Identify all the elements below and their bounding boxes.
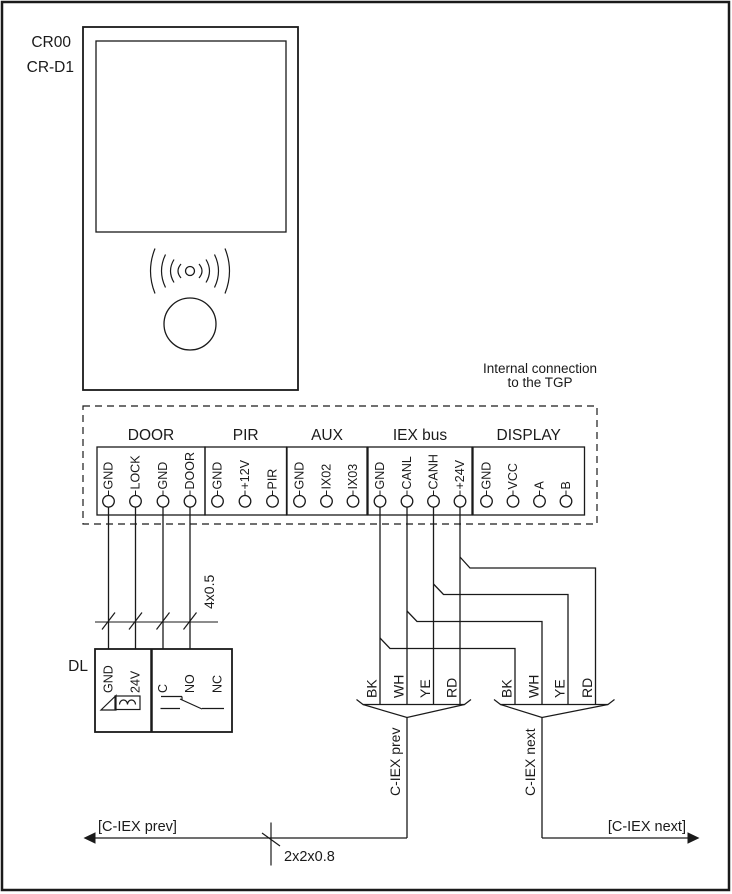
terminal-label: LOCK [128, 455, 143, 490]
card-reader [27, 27, 298, 390]
wire-color-label: YE [551, 679, 568, 698]
reader-lens [164, 298, 216, 350]
terminal-circle [481, 496, 493, 508]
wire-color-label: WH [390, 674, 407, 698]
dl-terminal-label: GND [101, 665, 116, 693]
group-label-iex-bus: IEX bus [392, 427, 448, 444]
terminal-label: GND [210, 461, 225, 490]
dl-terminal-label: 24V [128, 670, 143, 693]
terminal-label: +24V [453, 459, 467, 490]
antenna-arc [171, 260, 175, 283]
lock-wedge [101, 696, 116, 711]
rfid-antenna-icon [151, 249, 230, 294]
terminal-label: GND [101, 461, 116, 490]
funnel-sides [363, 705, 465, 718]
group-label-door: DOOR [127, 427, 175, 444]
c-iex-bus [84, 819, 700, 866]
terminal-circle [103, 496, 115, 508]
iex-bus-wiring [357, 507, 615, 838]
terminal-circle [560, 496, 572, 508]
terminal-block [83, 406, 597, 524]
wire-color-label: BK [363, 679, 380, 698]
lock-coil-icon [101, 696, 140, 711]
arrow-left-icon [84, 832, 96, 843]
door-lock-wiring [95, 507, 218, 649]
terminal-circle [130, 496, 142, 508]
terminal-label: CANH [426, 454, 441, 490]
arrow-right-icon [688, 832, 700, 843]
terminal-label: VCC [506, 463, 520, 490]
terminal-label: GND [479, 461, 494, 490]
antenna-arc [225, 249, 230, 294]
terminal-label: +12V [238, 459, 252, 490]
terminal-circle [294, 496, 306, 508]
terminal-label: PIR [265, 468, 280, 490]
terminal-circle [374, 496, 386, 508]
terminal-circle [534, 496, 546, 508]
bus-label-next: [C-IEX next] [607, 819, 686, 835]
antenna-arc [206, 260, 210, 283]
bundle-name-prev: C-IEX prev [387, 727, 403, 796]
terminal-circle [157, 496, 169, 508]
group-label-display: DISPLAY [496, 427, 561, 444]
note-line2: to the TGP [507, 375, 573, 390]
cable-funnel-prev [357, 700, 472, 839]
antenna-center-dot [186, 267, 195, 276]
device-type-label: CR-D1 [26, 59, 74, 76]
wire-color-label: RD [579, 677, 595, 698]
terminal-circle [454, 496, 466, 508]
device-model-label: CR00 [31, 34, 71, 51]
group-label-aux: AUX [311, 427, 343, 444]
terminal-circle [212, 496, 224, 508]
wire-color-label: RD [443, 677, 460, 698]
bundle-name-next: C-IEX next [522, 728, 538, 796]
cable-funnel-next [494, 700, 615, 839]
dl-terminal-label: C [156, 683, 170, 693]
terminal-label: B [559, 481, 573, 490]
funnel-top [357, 700, 472, 705]
contact-arm [180, 699, 202, 709]
antenna-arc [151, 249, 156, 294]
terminal-circle [347, 496, 359, 508]
terminal-circle [507, 496, 519, 508]
relay-contact-icon [161, 697, 225, 710]
coil-winding [120, 700, 136, 705]
antenna-arc [178, 264, 181, 278]
internal-connection-note [483, 361, 597, 390]
terminal-circle [321, 496, 333, 508]
door-lock-block [68, 649, 232, 732]
funnel-sides [501, 705, 609, 718]
terminal-label: A [532, 481, 547, 490]
wire-color-label: WH [525, 674, 542, 698]
terminal-label: CANL [400, 456, 414, 490]
antenna-arc [162, 255, 166, 288]
terminal-label: GND [156, 461, 170, 490]
terminal-circle [267, 496, 279, 508]
terminal-label: DOOR [183, 452, 197, 490]
terminal-label: GND [373, 461, 387, 490]
terminal-label: IX02 [319, 463, 334, 490]
device-screen [96, 41, 286, 232]
door-lock-label: DL [68, 658, 88, 675]
wire-color-label: YE [417, 679, 433, 698]
terminal-label: GND [292, 461, 307, 490]
door-cable-label: 4x0.5 [201, 574, 217, 609]
dl-terminal-label: NO [183, 674, 197, 693]
device-outline [83, 27, 298, 390]
terminal-circle [184, 496, 196, 508]
funnel-top [494, 700, 615, 705]
terminal-label: IX03 [346, 463, 360, 490]
terminal-circle [401, 496, 413, 508]
note-line1: Internal connection [482, 361, 598, 376]
terminal-circle [239, 496, 251, 508]
terminal-circle [428, 496, 440, 508]
antenna-arc [215, 255, 219, 288]
bus-cable-label: 2x2x0.8 [284, 849, 335, 865]
antenna-arc [199, 264, 202, 278]
dl-terminal-label: NC [210, 674, 225, 693]
wire-color-label: BK [498, 679, 515, 698]
group-label-pir: PIR [232, 427, 259, 444]
bus-label-prev: [C-IEX prev] [98, 819, 177, 835]
drawing-frame [2, 2, 729, 890]
